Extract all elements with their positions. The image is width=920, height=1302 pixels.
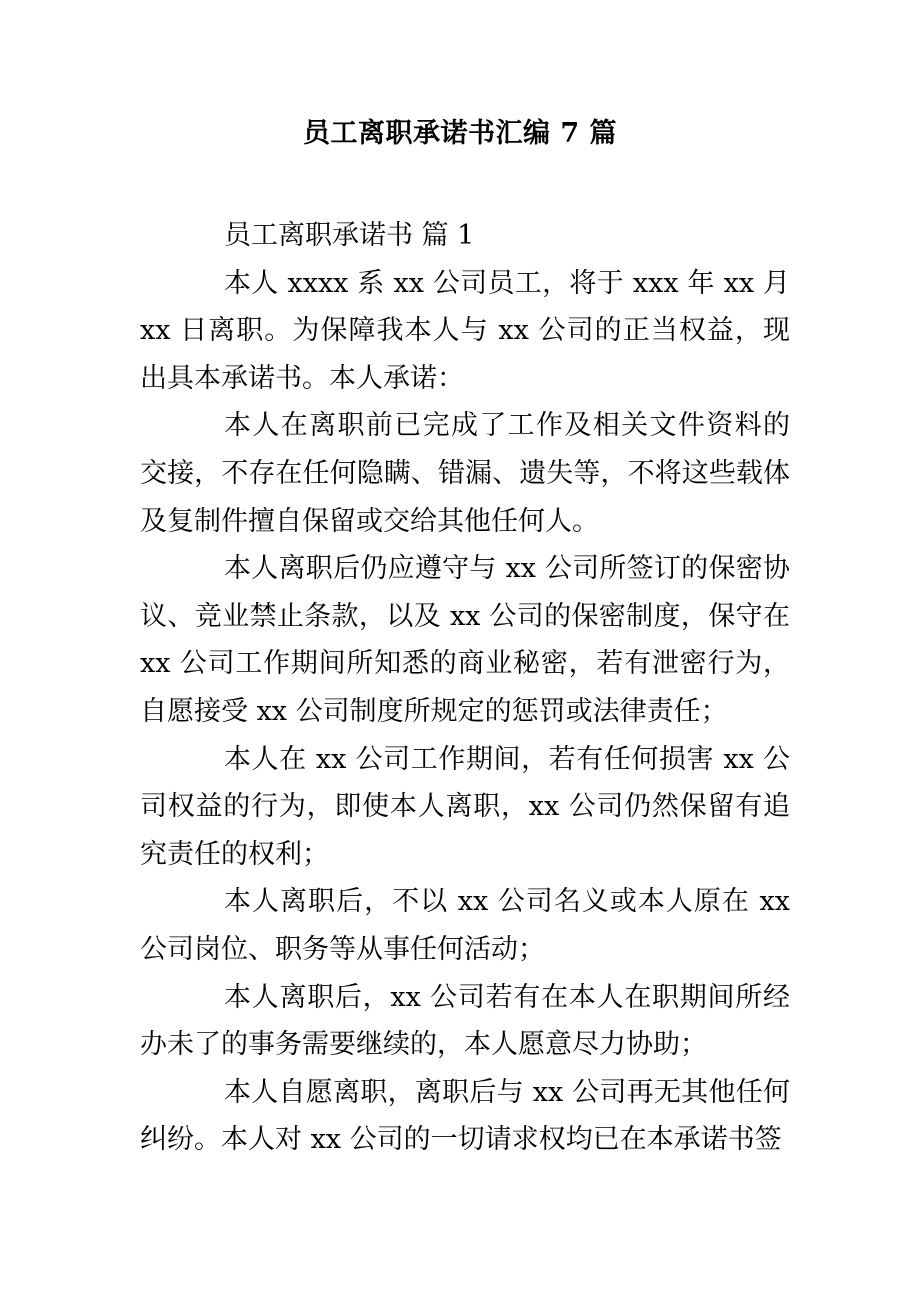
paragraph: 本人离职后仍应遵守与 xx 公司所签订的保密协议、竞业禁止条款，以及 xx 公司的保密制度，保守在 xx 公司工作期间所知悉的商业秘密，若有泄密行为，自愿接受 xx 公司制度所规定的惩罚或法律责任；	[140, 553, 790, 727]
paragraph: 本人离职后，不以 xx 公司名义或本人原在 xx 公司岗位、职务等从事任何活动；	[140, 886, 790, 965]
document-title: 员工离职承诺书汇编 7 篇	[302, 118, 618, 149]
section-heading: 员工离职承诺书 篇 1	[224, 220, 475, 251]
paragraph: 本人自愿离职，离职后与 xx 公司再无其他任何纠纷。本人对 xx 公司的一切请求权均已在本承诺书签	[140, 1076, 790, 1156]
paragraph: 本人在离职前已完成了工作及相关文件资料的交接，不存在任何隐瞒、错漏、遗失等，不将这些载体及复制件擅自保留或交给其他任何人。	[140, 410, 790, 537]
paragraph: 本人离职后，xx 公司若有在本人在职期间所经办未了的事务需要继续的，本人愿意尽力协助；	[140, 981, 790, 1061]
document-body	[140, 212, 790, 1164]
paragraph: 本人 xxxx 系 xx 公司员工，将于 xxx 年 xx 月 xx 日离职。为保障我本人与 xx 公司的正当权益，现出具本承诺书。本人承诺：	[140, 267, 790, 394]
paragraph: 本人在 xx 公司工作期间，若有任何损害 xx 公司权益的行为，即使本人离职，xx 公司仍然保留有追究责任的权利；	[140, 743, 790, 870]
